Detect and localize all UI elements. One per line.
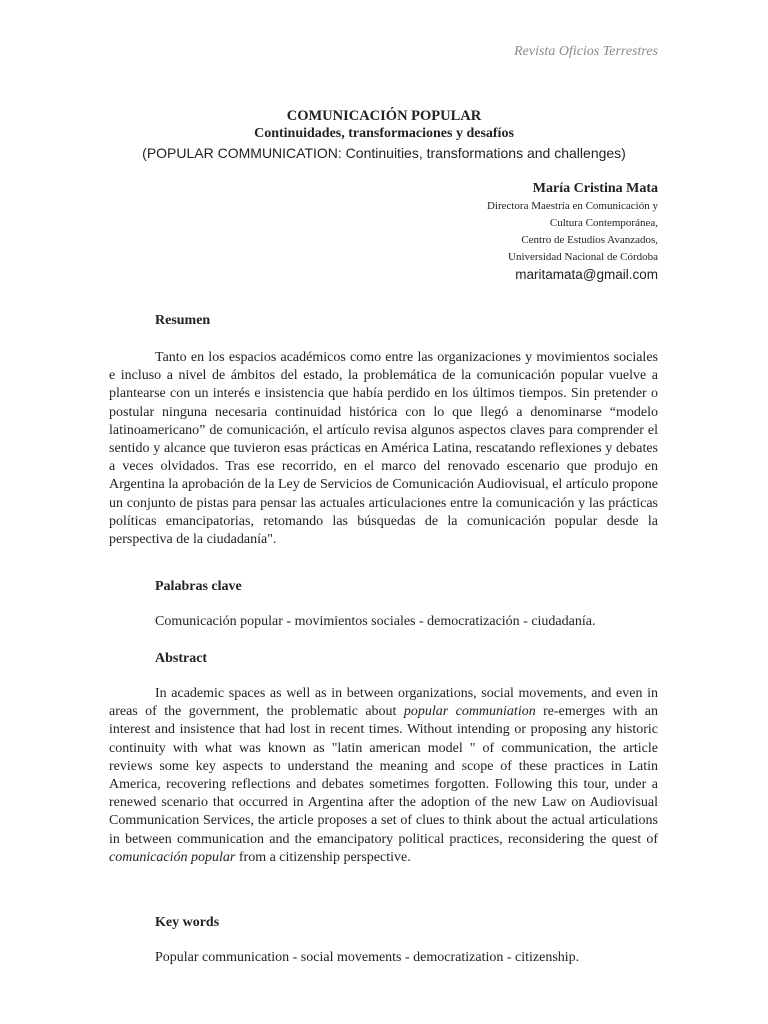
author-affiliation-line: Cultura Contemporánea,: [549, 217, 658, 229]
author-affiliation-line: Directora Maestría en Comunicación y: [486, 200, 658, 212]
abstract-body: [109, 685, 658, 867]
article-title: COMUNICACIÓN POPULAR: [286, 108, 482, 124]
journal-name: Revista Oficios Terrestres: [514, 44, 658, 59]
resumen-body: Tanto en los espacios académicos como entre las organizaciones y movimientos sociales e incluso a nivel de ámbitos del estado, la problemática de la comunicación popular vuelve a plantearse con un interés e insistencia que había perdido en los últimos tiempos. Sin pretender o postular ninguna necesaria continuidad histórica con lo que llegó a denominarse “modelo latinoamericano” de comunicación, el artículo revisa algunos aspectos claves para comprender el sentido y alcance que tuvieron esas prácticas en América Latina, rescatando reflexiones y debates a veces olvidados. Tras ese recorrido, en el marco del renovado escenario que produjo en Argentina la aprobación de la Ley de Servicios de Comunicación Audiovisual, el artículo propone un conjunto de pistas para pensar las actuales articulaciones entre la comunicación y las prácticas políticas emancipatorias, retomando las búsquedas de la comunicación popular desde la perspectiva de la ciudadanía".: [109, 350, 658, 548]
abstract-text: from a citizenship perspective.: [235, 849, 411, 865]
author-affiliation-line: Centro de Estudios Avanzados,: [521, 234, 658, 246]
resumen-heading: Resumen: [155, 313, 211, 328]
palabras-clave-text: Comunicación popular - movimientos sociales - democratización - ciudadanía.: [155, 614, 596, 629]
abstract-emphasis: comunicación popular: [109, 849, 236, 865]
author-block: [487, 180, 658, 284]
article-subtitle: Continuidades, transformaciones y desafíos: [254, 126, 514, 141]
key-words-heading: Key words: [155, 915, 220, 930]
key-words-text: Popular communication - social movements - democratization - citizenship.: [155, 950, 580, 965]
author-name: María Cristina Mata: [532, 181, 658, 196]
palabras-clave-heading: Palabras clave: [155, 579, 242, 594]
abstract-text: In academic spaces as well as in between organizations, social movements, and even in areas of the government, the problematic about: [109, 686, 658, 720]
author-affiliation-line: Universidad Nacional de Córdoba: [508, 251, 658, 263]
article-title-english: (POPULAR COMMUNICATION: Continuities, transformations and challenges): [142, 145, 626, 161]
author-email: maritamata@gmail.com: [515, 267, 658, 282]
abstract-emphasis: popular communiation: [403, 704, 536, 720]
abstract-text: re-emerges with an interest and insistence that had lost in recent times. Without intending or proposing any historic continuity with what was known as "latin american model " of communication, the article reviews some key aspects to understand the meaning and scope of these practices in Latin America, recovering reflections and debates sometimes forgotten. Following this tour, under a renewed scenario that occurred in Argentina after the adoption of the new Law on Audiovisual Communication Services, the article proposes a set of clues to think about the actual articulations in between communication and the emancipatory political practices, reconsidering the quest of: [109, 704, 658, 847]
abstract-heading: Abstract: [155, 651, 208, 666]
